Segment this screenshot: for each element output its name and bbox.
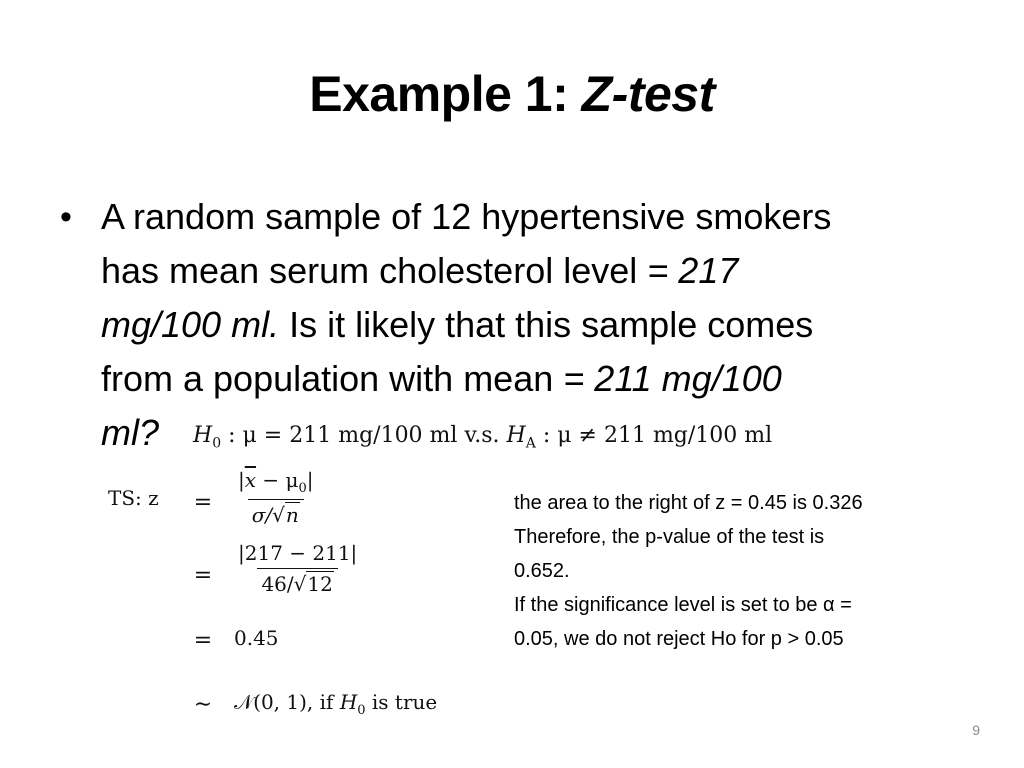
- page-number: 9: [972, 722, 980, 738]
- h0-symbol: H: [193, 423, 213, 448]
- hypotheses-line: [193, 420, 772, 459]
- bullet-line-4: [101, 352, 951, 406]
- h0-subscript: 0: [212, 435, 222, 452]
- bullet-line-2-italic: = 217: [647, 250, 739, 291]
- ha-statement: : μ ≠ 211 mg/100 ml: [535, 423, 773, 448]
- bullet-line-3-italic: mg/100 ml.: [101, 304, 280, 345]
- fraction-formula-denominator: σ/√n: [248, 499, 304, 527]
- fraction-formula-numerator: $|\overline{x} - \mu_0|$: [238, 468, 314, 496]
- note-line-2: Therefore, the p-value of the test is: [514, 526, 825, 548]
- test-statistic-label: TS: z: [108, 486, 159, 510]
- bullet-line-3: [101, 298, 951, 352]
- fraction-values-denominator: 46/√12: [257, 568, 337, 596]
- ha-symbol: H: [506, 423, 526, 448]
- bullet-line-2-plain: has mean serum cholesterol level: [101, 250, 648, 291]
- title-italic: Z-test: [581, 66, 715, 122]
- fraction-values: [234, 541, 361, 596]
- bullet-line-4-plain: from a population with mean: [101, 358, 564, 399]
- bullet-line-5-italic: ml?: [101, 412, 160, 453]
- ha-subscript: A: [525, 435, 536, 452]
- slide-title: [0, 62, 1024, 126]
- bullet-line-4-italic: = 211 mg/100: [563, 358, 782, 399]
- title-prefix: Example 1:: [309, 66, 582, 122]
- equals-sign-2: =: [193, 563, 213, 588]
- note-line-1: the area to the right of z = 0.45 is 0.326: [514, 492, 863, 514]
- bullet-line-1: A random sample of 12 hypertensive smokers: [101, 196, 832, 237]
- equals-sign-1: =: [193, 490, 213, 515]
- conclusion-note: [514, 486, 984, 656]
- h0-statement: : μ = 211 mg/100 ml v.s.: [221, 423, 507, 448]
- bullet-line-3-plain: Is it likely that this sample comes: [279, 304, 814, 345]
- test-statistic-result: 0.45: [234, 626, 279, 650]
- equals-sign-3: =: [193, 628, 213, 653]
- tilde-sign: ∼: [193, 692, 213, 717]
- fraction-values-numerator: |217 − 211|: [238, 541, 358, 565]
- bullet-marker: •: [60, 198, 72, 236]
- note-line-3: 0.652.: [514, 560, 570, 582]
- distribution-line: 𝒩(0, 1), if $H_0$ is true: [234, 690, 438, 718]
- bullet-line-2: [101, 244, 951, 298]
- note-line-5: 0.05, we do not reject Ho for p > 0.05: [514, 628, 844, 650]
- note-line-4: If the significance level is set to be α =: [514, 594, 852, 616]
- xbar: $\overline{x}$: [244, 468, 257, 492]
- normal-distribution: 𝒩(0, 1), if: [234, 690, 340, 714]
- fraction-formula: [234, 468, 318, 527]
